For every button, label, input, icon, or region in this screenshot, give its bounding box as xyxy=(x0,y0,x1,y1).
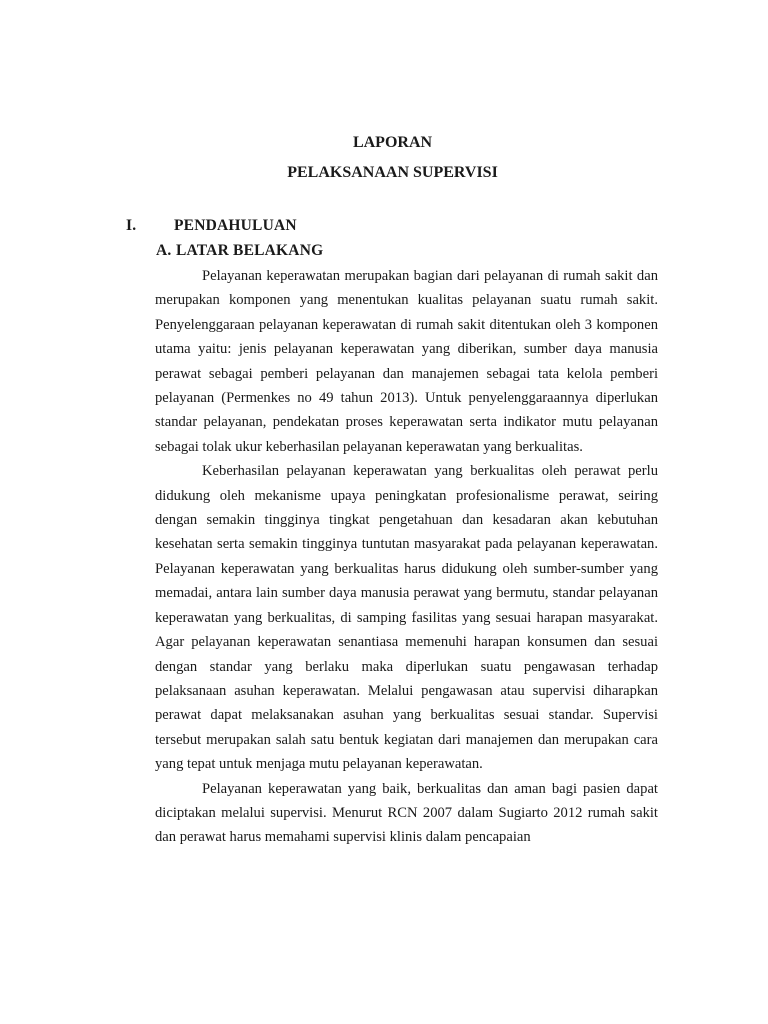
document-subtitle: PELAKSANAAN SUPERVISI xyxy=(287,164,498,181)
document-title: LAPORAN xyxy=(352,134,433,151)
paragraph-3: Pelayanan keperawatan yang baik, berkualitas dan aman bagi pasien dapat diciptakan melalui supervisi. Menurut RCN 2007 dalam Sugiarto 2012 rumah sakit dan perawat harus memahami supervisi klinis dalam pencapaian xyxy=(155,780,658,846)
section-number: I. xyxy=(126,217,137,234)
section-title: PENDAHULUAN xyxy=(174,217,297,234)
subsection-title: LATAR BELAKANG xyxy=(176,242,324,259)
paragraph-2: Keberhasilan pelayanan keperawatan yang berkualitas oleh perawat perlu didukung oleh mekanisme upaya peningkatan profesionalisme perawat, seiring dengan semakin tingginya tingkat pengetahuan dan kesadaran akan kebutuhan kesehatan serta semakin tingginya tuntutan masyarakat pada pelayanan keperawatan. Pelayanan keperawatan yang berkualitas harus didukung oleh sumber-sumber yang memadai, antara lain sumber daya manusia perawat yang bermutu, standar pelayanan keperawatan yang berkualitas, di samping fasilitas yang sesuai harapan masyarakat. Agar pelayanan keperawatan senantiasa memenuhi harapan konsumen dan sesuai dengan standar yang berlaku maka diperlukan suatu pengawasan terhadap pelaksanaan asuhan keperawatan. Melalui pengawasan atau supervisi diharapkan perawat dapat melaksanakan asuhan yang berkualitas sesuai standar. Supervisi tersebut merupakan salah satu bentuk kegiatan dari manajemen dan merupakan cara yang tepat untuk menjaga mutu pelayanan keperawatan. xyxy=(155,463,658,773)
subsection-number: A. xyxy=(156,242,172,259)
paragraph-1: Pelayanan keperawatan merupakan bagian dari pelayanan di rumah sakit dan merupakan komponen yang menentukan kualitas pelayanan suatu rumah sakit. Penyelenggaraan pelayanan keperawatan di rumah sakit ditentukan oleh 3 komponen utama yaitu: jenis pelayanan keperawatan yang diberikan, sumber daya manusia perawat sebagai pemberi pelayanan dan manajemen sebagai tata kelola pemberi pelayanan (Permenkes no 49 tahun 2013). Untuk penyelenggaraannya diperlukan standar pelayanan, pendekatan proses keperawatan serta indikator mutu pelayanan sebagai tolak ukur keberhasilan pelayanan keperawatan yang berkualitas. xyxy=(155,268,658,455)
body-text xyxy=(155,264,658,850)
